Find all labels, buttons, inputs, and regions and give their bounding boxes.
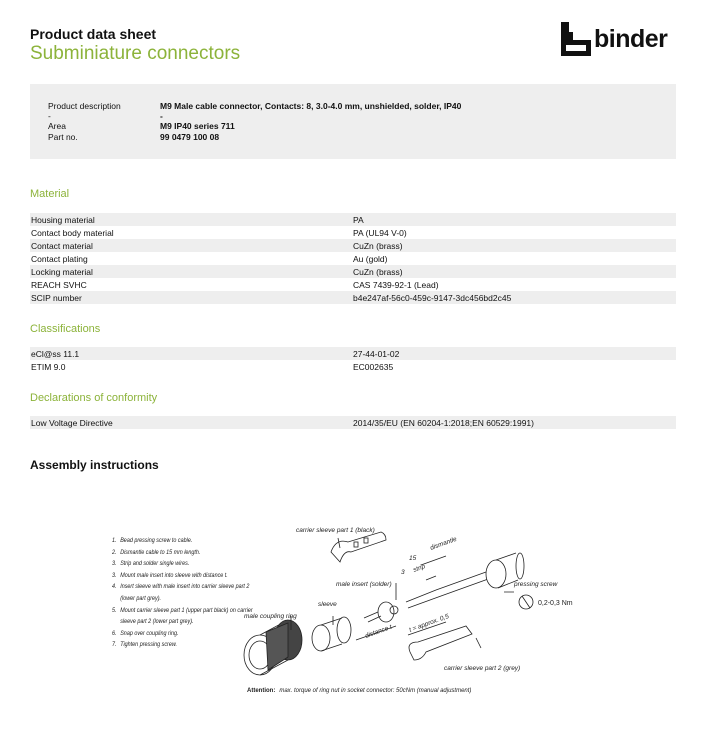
step-text: Insert sleeve with male insert into carrier sleeve part 2 (lower part grey). <box>120 583 250 602</box>
info-label: Part no. <box>48 132 78 142</box>
label-pressing-screw: pressing screw <box>514 581 558 588</box>
attention-note <box>247 688 471 694</box>
conformity-table <box>30 416 676 429</box>
logo-text: binder <box>594 24 668 53</box>
document-subtitle: Subminiature connectors <box>30 43 241 64</box>
info-value: - <box>160 111 163 121</box>
section-classifications-title: Classifications <box>30 323 101 335</box>
info-row <box>48 111 163 121</box>
row-label: Locking material <box>31 266 93 277</box>
label-3: 3 <box>401 569 405 576</box>
row-label: SCIP number <box>31 292 82 303</box>
product-info-box <box>30 84 676 159</box>
step-text: Mount male insert into sleeve with distance t. <box>120 571 228 579</box>
step-text: Mount carrier sleeve part 1 (upper part black) on carrier sleeve part 2 (lower part grey). <box>120 606 253 626</box>
torque-icon <box>519 595 533 609</box>
table-row <box>30 291 676 304</box>
attention-label: Attention: <box>247 688 276 694</box>
info-row <box>48 101 461 111</box>
row-label: Contact body material <box>31 227 114 238</box>
section-conformity-title: Declarations of conformity <box>30 392 158 404</box>
sleeve-drawing <box>312 617 351 651</box>
assembly-title: Assembly instructions <box>30 458 159 472</box>
step-number: 2. <box>112 548 117 556</box>
row-label: Low Voltage Directive <box>31 417 113 428</box>
row-value: CAS 7439-92-1 (Lead) <box>353 279 439 290</box>
info-row <box>48 121 235 131</box>
row-label: eCl@ss 11.1 <box>31 348 80 359</box>
row-label: REACH SVHC <box>31 279 87 290</box>
table-row <box>30 265 676 278</box>
cable-drawing <box>406 553 524 608</box>
attention-text: max. torque of ring nut in socket connector: 50cNm (manual adjustment) <box>279 688 472 694</box>
row-value: 2014/35/EU (EN 60204-1:2018;EN 60529:1991) <box>353 417 534 428</box>
step-text: Tighten pressing screw. <box>120 641 177 649</box>
step-text: Bead pressing screw to cable. <box>120 537 193 544</box>
carrier-sleeve-1-drawing <box>331 532 386 562</box>
label-15: 15 <box>409 555 417 562</box>
step-text: Strip and solder single wires. <box>120 560 190 568</box>
step-number: 1. <box>112 537 117 544</box>
row-value: 27-44-01-02 <box>353 348 400 359</box>
label-sleeve: sleeve <box>318 601 337 608</box>
row-value: CuZn (brass) <box>353 240 403 251</box>
table-row <box>30 278 676 291</box>
table-row <box>30 226 676 239</box>
info-label: Product description <box>48 101 121 111</box>
row-value: CuZn (brass) <box>353 266 403 277</box>
label-distance: distance t <box>364 623 393 640</box>
label-carrier-sleeve-2: carrier sleeve part 2 (grey) <box>444 665 521 672</box>
row-value: PA (UL94 V-0) <box>353 227 407 238</box>
label-carrier-sleeve-1: carrier sleeve part 1 (black) <box>296 527 375 534</box>
info-label: - <box>48 111 51 121</box>
label-male-insert: male insert (solder) <box>336 581 392 588</box>
document-title: Product data sheet <box>30 26 157 42</box>
info-value: M9 IP40 series 711 <box>160 121 235 131</box>
row-label: ETIM 9.0 <box>31 361 66 372</box>
label-coupling-ring: male coupling ring <box>244 613 297 620</box>
info-value: M9 Male cable connector, Contacts: 8, 3.0-4.0 mm, unshielded, solder, IP40 <box>160 101 462 111</box>
coupling-ring-drawing <box>244 620 302 675</box>
label-torque: 0,2-0,3 Nm <box>538 600 573 607</box>
step-number: 4. <box>112 583 117 591</box>
row-value: Au (gold) <box>353 253 388 264</box>
step-number: 3. <box>112 571 117 579</box>
table-row <box>30 347 676 360</box>
info-value: 99 0479 100 08 <box>160 132 220 142</box>
row-label: Contact plating <box>31 253 88 264</box>
table-row <box>30 239 676 252</box>
row-label: Housing material <box>31 214 95 225</box>
step-number: 3. <box>112 560 117 568</box>
section-material-title: Material <box>30 188 70 200</box>
male-insert-drawing <box>364 602 398 622</box>
row-value: EC002635 <box>353 361 394 372</box>
binder-logo <box>561 22 667 56</box>
step-text: Dismantle cable to 15 mm length. <box>120 548 201 556</box>
assembly-diagram <box>236 520 596 685</box>
label-approx: t = approx. 0,5 <box>408 613 450 634</box>
info-row <box>48 132 219 142</box>
step-text: Snap over coupling ring. <box>120 629 179 637</box>
classifications-table <box>30 347 676 373</box>
info-label: Area <box>48 121 66 131</box>
step-number: 6. <box>112 629 117 637</box>
row-value: b4e247af-56c0-459c-9147-3dc456bd2c45 <box>353 292 512 303</box>
table-row <box>30 213 676 226</box>
step-number: 5. <box>112 606 117 614</box>
table-row <box>30 360 676 373</box>
table-row <box>30 416 676 429</box>
table-row <box>30 252 676 265</box>
step-number: 7. <box>112 641 117 649</box>
row-label: Contact material <box>31 240 93 251</box>
row-value: PA <box>353 214 364 225</box>
material-table <box>30 213 676 304</box>
label-dismantle: dismantle <box>429 535 458 552</box>
binder-logo-icon <box>561 22 591 56</box>
label-strip: strip <box>412 563 427 574</box>
